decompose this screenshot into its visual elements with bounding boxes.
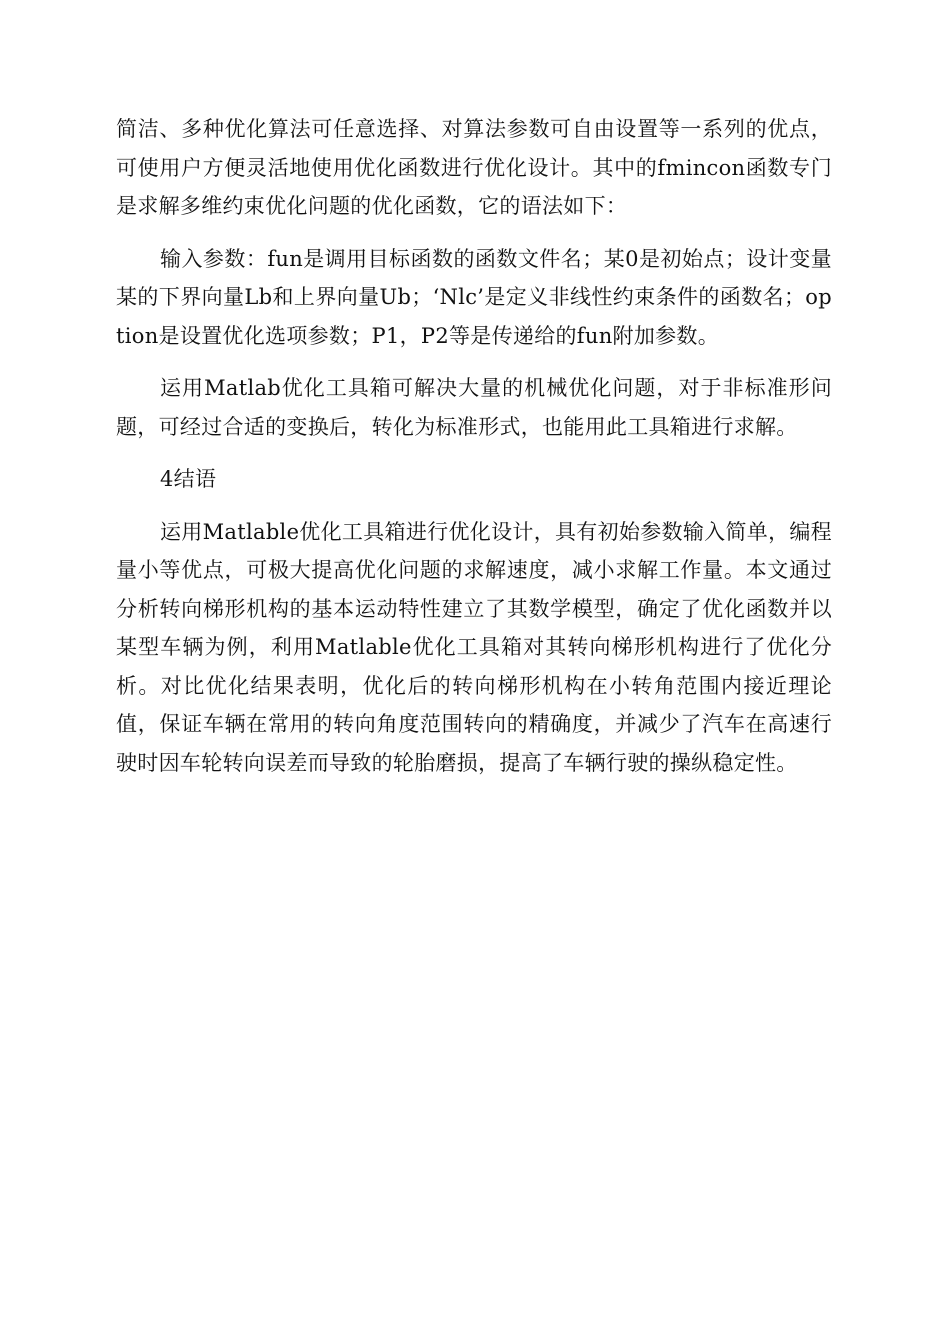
section-heading-conclusion: 4结语	[160, 467, 217, 491]
paragraph-conclusion: 运用Matlable优化工具箱进行优化设计，具有初始参数输入简单，编程量小等优点，可极大提高优化问题的求解速度，减小求解工作量。本文通过分析转向梯形机构的基本运动特性建立了其数学模型，确定了优化函数并以某型车辆为例，利用Matlable优化工具箱对其转向梯形机构进行了优化分析。对比优化结果表明，优化后的转向梯形机构在小转角范围内接近理论值，保证车辆在常用的转向角度范围转向的精确度，并减少了汽车在高速行驶时因车轮转向误差而导致的轮胎磨损，提高了车辆行驶的操纵稳定性。	[116, 519, 832, 775]
document-body	[116, 110, 832, 796]
paragraph-matlab-application: 运用Matlab优化工具箱可解决大量的机械优化问题，对于非标准形问题，可经过合适的变换后，转化为标准形式，也能用此工具箱进行求解。	[116, 376, 832, 439]
paragraph-input-parameters: 输入参数：fun是调用目标函数的函数文件名；某0是初始点；设计变量某的下界向量Lb和上界向量Ub；‘Nlc’是定义非线性约束条件的函数名；option是设置优化选项参数；P1，P2等是传递给的fun附加参数。	[116, 246, 832, 348]
paragraph-optimization-toolbox-intro: 简洁、多种优化算法可任意选择、对算法参数可自由设置等一系列的优点，可使用户方便灵活地使用优化函数进行优化设计。其中的fmincon函数专门是求解多维约束优化问题的优化函数，它的语法如下：	[116, 117, 832, 218]
